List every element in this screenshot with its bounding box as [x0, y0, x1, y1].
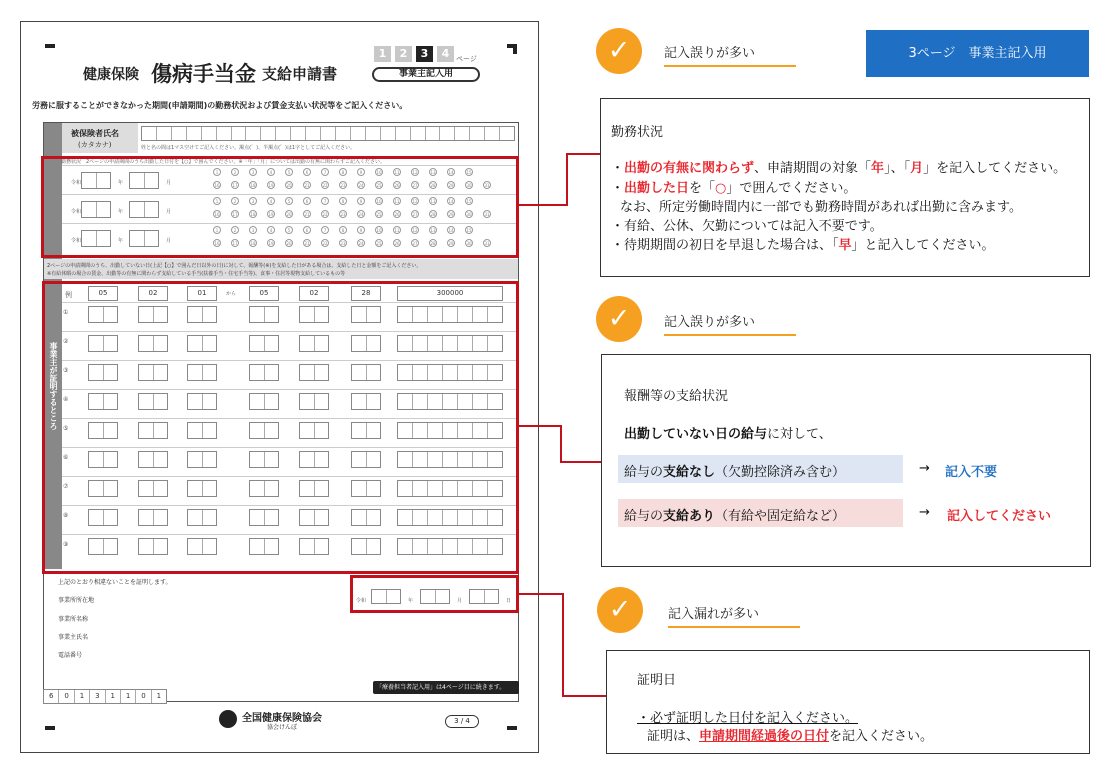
- day-circle[interactable]: 12: [412, 170, 418, 175]
- day-circle[interactable]: 18: [250, 183, 256, 188]
- day-circle[interactable]: 10: [376, 228, 382, 233]
- day-circle[interactable]: 26: [394, 183, 400, 188]
- pay-row: 給与の支給あり（有給や固定給など）: [624, 509, 846, 524]
- connector: [560, 425, 562, 463]
- callout1-hint: 記入誤りが多い: [664, 42, 796, 67]
- day-circle[interactable]: 23: [340, 241, 346, 246]
- day-circle[interactable]: 7: [321, 168, 329, 176]
- crop-mark: [45, 44, 55, 48]
- day-circle[interactable]: 14: [448, 170, 454, 175]
- org-logo-icon: [219, 710, 237, 728]
- no-pay-arrow-icon: →: [919, 461, 930, 476]
- row-number: ⑤: [63, 425, 69, 432]
- row-number: ⑨: [63, 541, 69, 548]
- day-circle[interactable]: 23: [340, 212, 346, 217]
- day-circle[interactable]: 21: [304, 212, 310, 217]
- check-icon: ✓: [597, 587, 643, 633]
- day-circle[interactable]: 8: [339, 226, 347, 234]
- day-circle[interactable]: 3: [249, 168, 257, 176]
- name-note: 姓と名の間は1マス空けてご記入ください。濁点(゛)、半濁点(゜)は1字としてご記入ください。: [141, 145, 356, 151]
- day-circle[interactable]: 28: [430, 212, 436, 217]
- day-circle[interactable]: 25: [376, 241, 382, 246]
- highlight-payment: [42, 281, 519, 574]
- connector: [518, 204, 567, 206]
- callout1-line5: ・待期期間の初日を早退した場合は、「早」と記入してください。: [611, 238, 995, 253]
- form-title-prefix: 健康保険: [83, 67, 139, 83]
- side-label: 事業主が証明するところ: [49, 342, 58, 430]
- day-circle[interactable]: 4: [267, 197, 275, 205]
- day-circle[interactable]: 15: [466, 170, 472, 175]
- day-circle[interactable]: 3: [249, 226, 257, 234]
- callout1-title: 勤務状況: [611, 125, 664, 140]
- day-circle[interactable]: 22: [322, 183, 328, 188]
- highlight-cert-date: [350, 575, 519, 613]
- day-circle[interactable]: 11: [394, 170, 400, 175]
- day-circle[interactable]: 22: [322, 212, 328, 217]
- month-label: 月: [166, 180, 172, 186]
- example-month: 02: [299, 286, 329, 301]
- connector: [518, 593, 564, 595]
- day-circle[interactable]: 29: [448, 241, 454, 246]
- day-circle[interactable]: 8: [339, 168, 347, 176]
- day-circle[interactable]: 20: [286, 241, 292, 246]
- callout2-title: 報酬等の支給状況: [624, 389, 729, 404]
- connector: [560, 461, 602, 463]
- example-label: 例: [65, 291, 72, 299]
- day-circle[interactable]: 19: [268, 183, 274, 188]
- cert-era: 令和: [356, 598, 367, 604]
- era-label: 令和: [71, 180, 82, 186]
- day-circle[interactable]: 31: [484, 183, 490, 188]
- next-page-note: 「療養担当者記入用」は4ページ目に続きます。: [373, 681, 519, 694]
- day-circle[interactable]: 30: [466, 183, 472, 188]
- pay-note-2: ※有給休暇の場合の賃金、出勤等の有無に関わらず支給している手当(扶養手当・住宅手当等)、食事・住居等現物支給しているもの等: [47, 271, 346, 277]
- callout3-title: 証明日: [637, 673, 677, 688]
- pay-result: 記入してください: [947, 509, 1052, 524]
- row-number: ③: [63, 367, 69, 374]
- check-icon: ✓: [596, 296, 642, 342]
- row-number: ①: [63, 309, 69, 316]
- connector: [566, 153, 568, 206]
- pay-note-1: 2ページの申請期間のうち、出勤していない日(上記【○】で囲んだ日以外の日)に対して、報酬等(※)を支給した日がある場合は、支給した日と金額をご記入ください。: [47, 263, 422, 269]
- day-circle[interactable]: 15: [466, 199, 472, 204]
- day-circle[interactable]: 31: [484, 241, 490, 246]
- day-circle[interactable]: 6: [303, 226, 311, 234]
- no-pay-row: 給与の支給なし（欠勤控除済み含む）: [624, 465, 846, 480]
- row-number: ②: [63, 338, 69, 345]
- callout1-panel: [600, 98, 1090, 277]
- from-label: から: [226, 291, 237, 297]
- callout1-line1: ・出勤の有無に関わらず、申請期間の対象「年」、「月」を記入してください。: [611, 161, 1067, 176]
- day-circle[interactable]: 1: [213, 226, 221, 234]
- day-circle[interactable]: 4: [267, 226, 275, 234]
- office-label: 事業所名称: [58, 616, 89, 623]
- form-instruction: 労務に服することができなかった期間(申請期間)の勤務状況および賃金支払い状況等をご記入ください。: [32, 101, 408, 110]
- day-circle[interactable]: 21: [304, 183, 310, 188]
- name-field[interactable]: [141, 126, 515, 141]
- day-circle[interactable]: 14: [448, 228, 454, 233]
- page-tab-3: 3: [416, 46, 433, 62]
- day-circle[interactable]: 24: [358, 212, 364, 217]
- pay-arrow-icon: →: [919, 505, 930, 520]
- day-circle[interactable]: 24: [358, 241, 364, 246]
- day-circle[interactable]: 12: [412, 199, 418, 204]
- day-circle[interactable]: 16: [214, 183, 220, 188]
- callout3-line1: ・必ず証明した日付を記入ください。: [637, 711, 859, 726]
- day-circle[interactable]: 1: [213, 168, 221, 176]
- day-circle[interactable]: 5: [285, 197, 293, 205]
- year-label: 年: [118, 238, 124, 244]
- example-day: 28: [351, 286, 381, 301]
- day-circle[interactable]: 27: [412, 241, 418, 246]
- day-circle[interactable]: 13: [430, 170, 436, 175]
- day-circle[interactable]: 18: [250, 241, 256, 246]
- addr-label: 事業所所在地: [58, 597, 95, 604]
- day-circle[interactable]: 2: [231, 197, 239, 205]
- day-circle[interactable]: 20: [286, 212, 292, 217]
- day-circle[interactable]: 24: [358, 183, 364, 188]
- connector: [562, 593, 564, 697]
- day-circle[interactable]: 5: [285, 168, 293, 176]
- day-circle[interactable]: 21: [304, 241, 310, 246]
- day-circle[interactable]: 26: [394, 241, 400, 246]
- example-day-from: 02: [138, 286, 168, 301]
- callout3-hint: 記入漏れが多い: [668, 603, 800, 628]
- connector: [566, 153, 601, 155]
- page-number: 3 / 4: [445, 715, 479, 728]
- attendance-note: 勤務状況 2ページの申請期間のうち出勤した日付を【○】で囲んでください。※「年」「月」については出勤の有無に関わらずご記入ください。: [61, 159, 386, 165]
- day-circle[interactable]: 1: [213, 197, 221, 205]
- crop-mark: [513, 44, 517, 54]
- day-circle[interactable]: 27: [412, 212, 418, 217]
- day-circle[interactable]: 7: [321, 226, 329, 234]
- org-sub: 協会けんぽ: [267, 724, 298, 731]
- day-circle[interactable]: 3: [249, 197, 257, 205]
- day-circle[interactable]: 28: [430, 183, 436, 188]
- callout3-panel: [606, 650, 1090, 754]
- month-label: 月: [166, 238, 172, 244]
- callout1-line3: なお、所定労働時間内に一部でも勤務時間があれば出勤に含みます。: [620, 200, 1022, 215]
- day-circle[interactable]: 16: [214, 241, 220, 246]
- day-circle[interactable]: 9: [357, 197, 365, 205]
- highlight-attendance: [41, 156, 519, 258]
- page-tab-1: 1: [374, 46, 391, 62]
- cert-day-label: 日: [506, 598, 512, 604]
- day-circle[interactable]: 13: [430, 228, 436, 233]
- callout2-lead: 出勤していない日の給与に対して、: [624, 427, 832, 442]
- day-circle[interactable]: 6: [303, 168, 311, 176]
- cert-text: 上記のとおり相違ないことを証明します。: [58, 579, 172, 586]
- day-circle[interactable]: 5: [285, 226, 293, 234]
- day-circle[interactable]: 11: [394, 199, 400, 204]
- user-pill: 事業主記入用: [372, 67, 480, 82]
- check-icon: ✓: [596, 28, 642, 74]
- row-number: ⑦: [63, 483, 69, 490]
- day-circle[interactable]: 30: [466, 212, 472, 217]
- day-circle[interactable]: 19: [268, 212, 274, 217]
- crop-mark: [45, 726, 55, 730]
- day-circle[interactable]: 2: [231, 168, 239, 176]
- year-label: 年: [118, 209, 124, 215]
- day-circle[interactable]: 16: [214, 212, 220, 217]
- day-circle[interactable]: 28: [430, 241, 436, 246]
- day-circle[interactable]: 23: [340, 183, 346, 188]
- day-circle[interactable]: 13: [430, 199, 436, 204]
- example-month-to: 01: [187, 286, 217, 301]
- crop-mark: [507, 726, 517, 730]
- cert-year-label: 年: [408, 598, 414, 604]
- example-amount: 300000: [397, 286, 503, 301]
- day-circle[interactable]: 9: [357, 226, 365, 234]
- day-circle[interactable]: 18: [250, 212, 256, 217]
- month-label: 月: [166, 209, 172, 215]
- day-circle[interactable]: 15: [466, 228, 472, 233]
- day-circle[interactable]: 30: [466, 241, 472, 246]
- day-circle[interactable]: 7: [321, 197, 329, 205]
- connector: [562, 695, 606, 697]
- callout1-line2: ・出勤した日を「○」で囲んでください。: [611, 181, 857, 196]
- day-circle[interactable]: 4: [267, 168, 275, 176]
- day-circle[interactable]: 25: [376, 212, 382, 217]
- day-circle[interactable]: 11: [394, 228, 400, 233]
- day-circle[interactable]: 27: [412, 183, 418, 188]
- day-circle[interactable]: 26: [394, 212, 400, 217]
- connector: [518, 425, 562, 427]
- page-tab-4: 4: [437, 46, 454, 62]
- day-circle[interactable]: 17: [232, 241, 238, 246]
- example-month-from: 05: [88, 286, 118, 301]
- callout2-hint: 記入誤りが多い: [664, 311, 796, 336]
- day-circle[interactable]: 14: [448, 199, 454, 204]
- day-circle[interactable]: 6: [303, 197, 311, 205]
- day-circle[interactable]: 22: [322, 241, 328, 246]
- form-title-main: 傷病手当金: [151, 62, 256, 86]
- callout2-panel: [601, 354, 1091, 567]
- day-circle[interactable]: 17: [232, 183, 238, 188]
- page-suffix: ページ: [456, 55, 477, 63]
- callout3-line2: 証明は、申請期間経過後の日付を記入ください。: [647, 729, 934, 744]
- page-tab-2: 2: [395, 46, 412, 62]
- form-code: 6 0 1 3 1 1 0 1: [43, 689, 167, 704]
- day-circle[interactable]: 17: [232, 212, 238, 217]
- form-title-suffix: 支給申請書: [262, 65, 338, 83]
- day-circle[interactable]: 12: [412, 228, 418, 233]
- day-circle[interactable]: 31: [484, 212, 490, 217]
- cert-month-label: 月: [457, 598, 463, 604]
- year-label: 年: [118, 180, 124, 186]
- day-circle[interactable]: 29: [448, 212, 454, 217]
- era-label: 令和: [71, 209, 82, 215]
- day-circle[interactable]: 9: [357, 168, 365, 176]
- callout1-line4: ・有給、公休、欠勤については記入不要です。: [611, 219, 883, 234]
- header-badge: 3ページ 事業主記入用: [866, 30, 1089, 77]
- owner-label: 事業主氏名: [58, 634, 89, 641]
- name-label: 被保険者氏名: [71, 129, 119, 138]
- no-pay-result: 記入不要: [945, 465, 998, 480]
- day-circle[interactable]: 29: [448, 183, 454, 188]
- day-circle[interactable]: 25: [376, 183, 382, 188]
- day-circle[interactable]: 10: [376, 170, 382, 175]
- day-circle[interactable]: 10: [376, 199, 382, 204]
- phone-label: 電話番号: [58, 652, 83, 659]
- example-year: 05: [249, 286, 279, 301]
- era-label: 令和: [71, 238, 82, 244]
- day-circle[interactable]: 19: [268, 241, 274, 246]
- row-number: ⑧: [63, 512, 69, 519]
- day-circle[interactable]: 2: [231, 226, 239, 234]
- day-circle[interactable]: 20: [286, 183, 292, 188]
- row-number: ⑥: [63, 454, 69, 461]
- day-circle[interactable]: 8: [339, 197, 347, 205]
- name-sub: (カタカナ): [78, 141, 112, 149]
- application-form: [20, 21, 539, 753]
- org-name: 全国健康保険協会: [242, 713, 322, 724]
- row-number: ④: [63, 396, 69, 403]
